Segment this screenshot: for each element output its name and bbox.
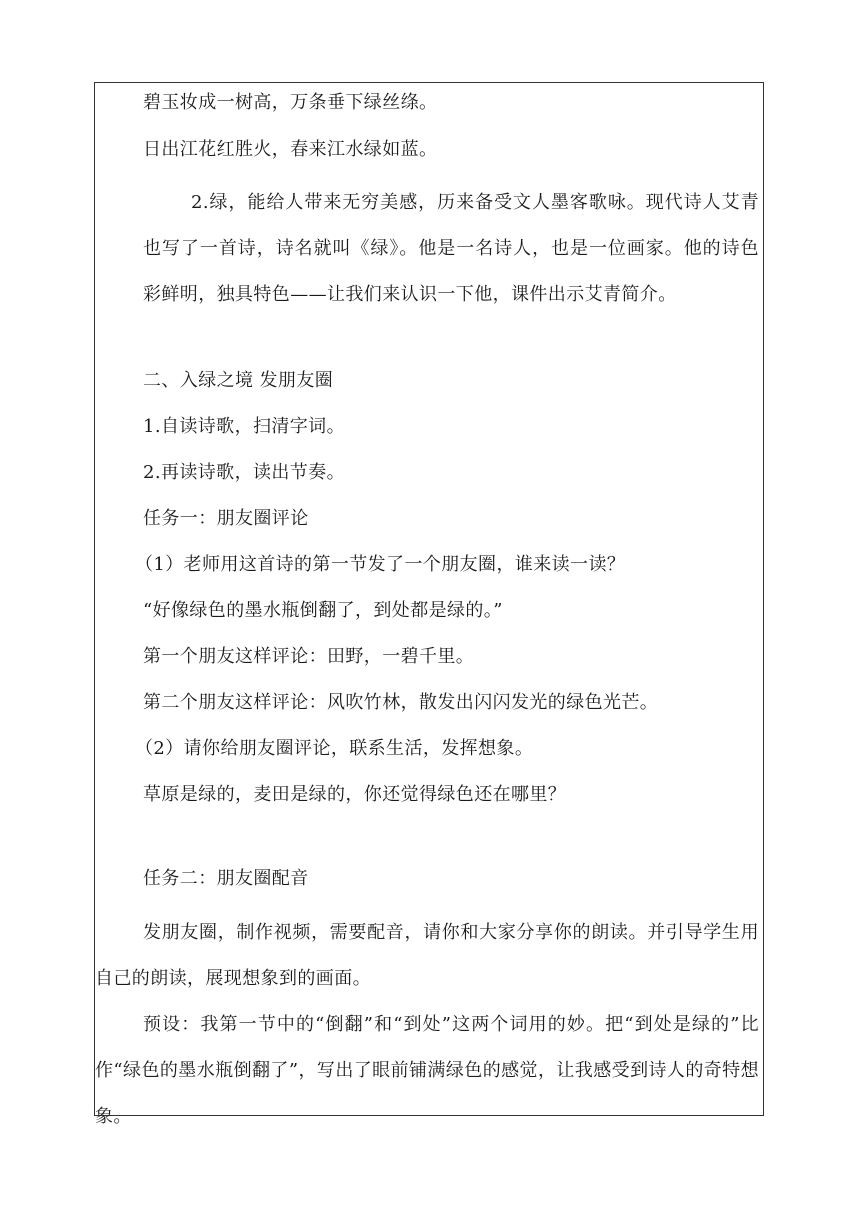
step-2: 2.再读诗歌，读出节奏。 [143,462,345,483]
intro-paragraph-2 [95,180,759,318]
step-1: 1.自读诗歌，扫清字词。 [143,416,345,437]
task-1-title: 任务一：朋友圈评论 [143,508,309,529]
task-1-prompt: 草原是绿的，麦田是绿的，你还觉得绿色还在哪里？ [143,784,567,805]
task-2-description [95,910,759,1002]
task-1-quote: “好像绿色的墨水瓶倒翻了，到处都是绿的。” [143,600,503,621]
section-2-heading: 二、入绿之境 发朋友圈 [143,370,334,391]
task-1-comment-1: 第一个朋友这样评论：田野，一碧千里。 [143,646,475,667]
task-2-title: 任务二：朋友圈配音 [143,868,309,889]
task-1-comment-2: 第二个朋友这样评论：风吹竹林，散发出闪闪发光的绿色光芒。 [143,692,659,713]
task-1-question-1: （1）老师用这首诗的第一节发了一个朋友圈，谁来读一读？ [135,554,626,575]
task-2-description-text: 发朋友圈，制作视频，需要配音，请你和大家分享你的朗读。并引导学生用自己的朗读，展现想象到的画面。 [95,922,759,989]
lesson-plan-table-cell [94,82,764,1127]
task-2-preset-text: 预设：我第一节中的“倒翻”和“到处”这两个词用的妙。把“到处是绿的”比作“绿色的墨水瓶倒翻了”，写出了眼前铺满绿色的感觉，让我感受到诗人的奇特想象。 [95,1014,759,1127]
task-2-preset [95,1002,759,1140]
poem-line-2: 日出江花红胜火，春来江水绿如蓝。 [143,139,438,160]
task-1-question-2: （2）请你给朋友圈评论，联系生活，发挥想象。 [135,738,534,759]
intro-paragraph-2-text: 2.绿，能给人带来无穷美感，历来备受文人墨客歌咏。现代诗人艾青也写了一首诗，诗名就叫《绿》。他是一名诗人，也是一位画家。他的诗色彩鲜明，独具特色——让我们来认识一下他，课件出示艾青简介。 [143,192,759,305]
poem-line-1: 碧玉妆成一树高，万条垂下绿丝绦。 [143,92,438,113]
